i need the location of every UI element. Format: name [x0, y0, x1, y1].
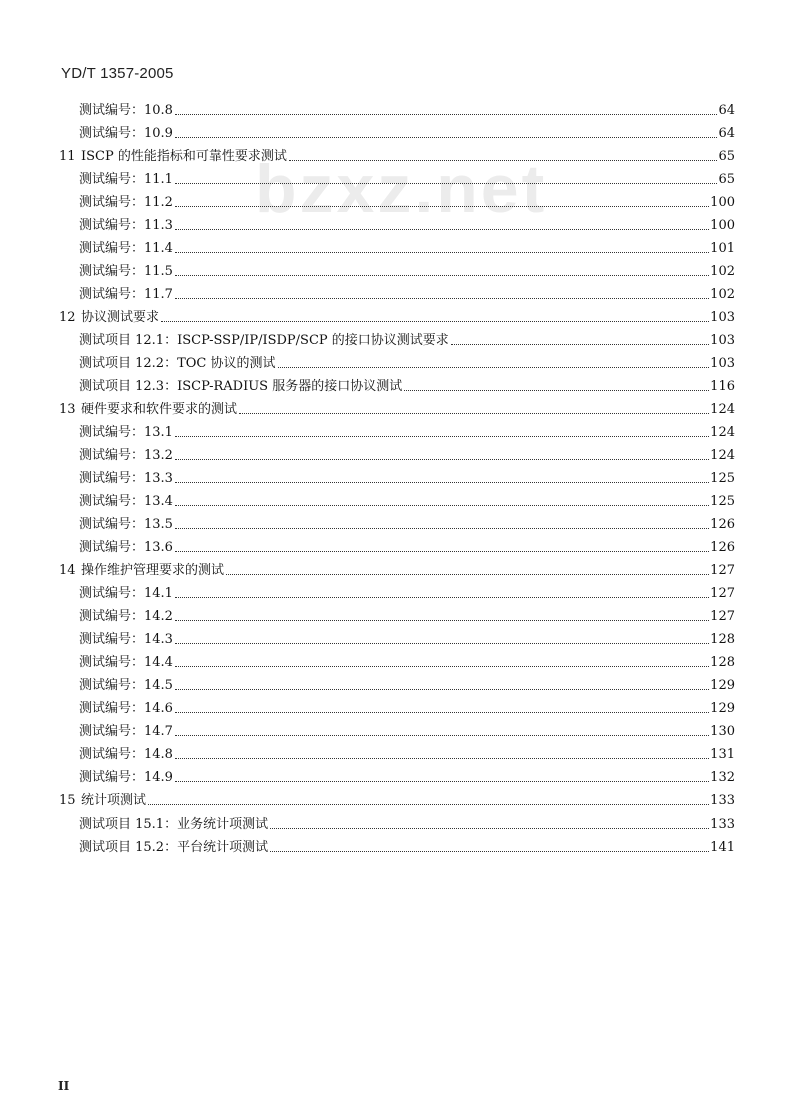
- dot-leader: [175, 735, 709, 736]
- toc-entry-title: 测试编号：13.6: [79, 540, 173, 556]
- toc-entry-page: 126: [710, 517, 735, 533]
- toc-entry-page: 102: [710, 287, 735, 303]
- dot-leader: [175, 459, 709, 460]
- toc-entry-title: 测试编号：11.2: [79, 195, 173, 211]
- toc-chapter-entry: [59, 395, 735, 418]
- toc-sub-entry: [59, 625, 735, 648]
- toc-entry-page: 125: [710, 494, 735, 510]
- toc-sub-entry: [59, 326, 735, 349]
- toc-sub-entry: [59, 119, 735, 142]
- toc-entry-title: 测试项目 15.1：业务统计项测试: [79, 816, 269, 832]
- toc-entry-title: 测试编号：14.5: [79, 678, 173, 694]
- dot-leader: [175, 643, 709, 644]
- dot-leader: [161, 321, 709, 322]
- toc-entry-title: 测试编号：11.3: [79, 218, 173, 234]
- dot-leader: [175, 712, 709, 713]
- toc-entry-title: 测试编号：11.5: [79, 264, 173, 280]
- toc-chapter-entry: [59, 556, 735, 579]
- toc-entry-page: 141: [710, 839, 735, 855]
- dot-leader: [175, 183, 718, 184]
- toc-entry-page: 124: [710, 425, 735, 441]
- toc-entry-page: 103: [710, 356, 735, 372]
- document-id-header: YD/T 1357-2005: [61, 65, 174, 82]
- toc-entry-number: 13: [59, 402, 76, 418]
- toc-entry-number: 14: [59, 563, 76, 579]
- dot-leader: [175, 620, 709, 621]
- dot-leader: [175, 137, 718, 138]
- dot-leader: [175, 666, 709, 667]
- toc-entry-title: 测试编号：10.9: [79, 126, 173, 142]
- watermark: bzxz.net: [255, 151, 548, 227]
- toc-sub-entry: [59, 809, 735, 832]
- toc-chapter-entry: [59, 786, 735, 809]
- toc-sub-entry: [59, 211, 735, 234]
- toc-entry-page: 100: [710, 218, 735, 234]
- toc-entry-title: ISCP 的性能指标和可靠性要求测试: [81, 149, 287, 165]
- toc-sub-entry: [59, 487, 735, 510]
- toc-sub-entry: [59, 257, 735, 280]
- toc-entry-title: 测试编号：13.3: [79, 471, 173, 487]
- toc-entry-page: 130: [710, 724, 735, 740]
- toc-sub-entry: [59, 671, 735, 694]
- toc-sub-entry: [59, 833, 735, 856]
- dot-leader: [175, 298, 709, 299]
- toc-entry-title: 测试编号：14.9: [79, 770, 173, 786]
- toc-entry-title: 测试项目 15.2：平台统计项测试: [79, 839, 269, 855]
- dot-leader: [175, 781, 709, 782]
- toc-entry-title: 测试编号：11.1: [79, 172, 173, 188]
- toc-entry-page: 133: [710, 793, 735, 809]
- toc-entry-title: 测试编号：14.4: [79, 655, 173, 671]
- toc-entry-page: 103: [710, 310, 735, 326]
- dot-leader: [451, 344, 709, 345]
- toc-entry-page: 125: [710, 471, 735, 487]
- toc-sub-entry: [59, 234, 735, 257]
- toc-sub-entry: [59, 441, 735, 464]
- toc-entry-page: 102: [710, 264, 735, 280]
- toc-sub-entry: [59, 464, 735, 487]
- toc-entry-title: 测试项目 12.2：TOC 协议的测试: [79, 356, 276, 372]
- toc-entry-page: 101: [710, 241, 735, 257]
- toc-sub-entry: [59, 372, 735, 395]
- toc-entry-number: 11: [59, 149, 76, 165]
- dot-leader: [278, 367, 710, 368]
- toc-entry-number: 12: [59, 310, 76, 326]
- dot-leader: [175, 229, 709, 230]
- toc-entry-page: 129: [710, 678, 735, 694]
- toc-entry-page: 127: [710, 586, 735, 602]
- dot-leader: [289, 160, 718, 161]
- toc-sub-entry: [59, 579, 735, 602]
- toc-sub-entry: [59, 602, 735, 625]
- toc-entry-title: 硬件要求和软件要求的测试: [81, 402, 238, 418]
- toc-entry-title: 测试编号：13.2: [79, 448, 173, 464]
- toc-chapter-entry: [59, 142, 735, 165]
- toc-entry-page: 124: [710, 402, 735, 418]
- toc-entry-title: 测试编号：14.1: [79, 586, 173, 602]
- toc-entry-title: 测试编号：14.7: [79, 724, 173, 740]
- toc-entry-title: 测试编号：10.8: [79, 103, 173, 119]
- toc-entry-page: 100: [710, 195, 735, 211]
- dot-leader: [175, 689, 709, 690]
- toc-entry-page: 133: [710, 816, 735, 832]
- toc-sub-entry: [59, 694, 735, 717]
- dot-leader: [239, 413, 709, 414]
- toc-sub-entry: [59, 648, 735, 671]
- toc-entry-title: 测试编号：11.4: [79, 241, 173, 257]
- dot-leader: [175, 436, 709, 437]
- toc-entry-page: 127: [710, 609, 735, 625]
- toc-entry-title: 测试编号：13.4: [79, 494, 173, 510]
- toc-entry-page: 129: [710, 701, 735, 717]
- dot-leader: [175, 758, 709, 759]
- toc-entry-title: 测试编号：14.2: [79, 609, 173, 625]
- toc-entry-title: 测试编号：13.5: [79, 517, 173, 533]
- toc-sub-entry: [59, 418, 735, 441]
- dot-leader: [175, 482, 709, 483]
- toc-entry-page: 65: [718, 172, 735, 188]
- toc-entry-title: 测试编号：14.3: [79, 632, 173, 648]
- toc-entry-title: 测试编号：14.8: [79, 747, 173, 763]
- toc-sub-entry: [59, 280, 735, 303]
- toc-entry-page: 128: [710, 655, 735, 671]
- dot-leader: [270, 828, 709, 829]
- toc-entry-page: 128: [710, 632, 735, 648]
- dot-leader: [175, 114, 718, 115]
- toc-entry-page: 64: [718, 126, 735, 142]
- toc-entry-page: 132: [710, 770, 735, 786]
- toc-sub-entry: [59, 717, 735, 740]
- dot-leader: [175, 505, 709, 506]
- dot-leader: [270, 851, 709, 852]
- toc-entry-title: 测试项目 12.1：ISCP-SSP/IP/ISDP/SCP 的接口协议测试要求: [79, 333, 449, 349]
- toc-entry-title: 测试编号：11.7: [79, 287, 173, 303]
- toc-entry-page: 116: [710, 379, 735, 395]
- toc-entry-title: 统计项测试: [81, 793, 147, 809]
- dot-leader: [226, 574, 709, 575]
- toc-sub-entry: [59, 165, 735, 188]
- toc-sub-entry: [59, 349, 735, 372]
- toc-entry-title: 测试编号：13.1: [79, 425, 173, 441]
- dot-leader: [175, 528, 709, 529]
- page-number-footer: II: [58, 1079, 70, 1093]
- toc-entry-page: 126: [710, 540, 735, 556]
- dot-leader: [175, 252, 709, 253]
- toc-entry-page: 131: [710, 747, 735, 763]
- dot-leader: [175, 206, 709, 207]
- toc-entry-title: 操作维护管理要求的测试: [81, 563, 225, 579]
- table-of-contents: [59, 96, 735, 856]
- toc-entry-title: 测试编号：14.6: [79, 701, 173, 717]
- dot-leader: [175, 597, 709, 598]
- toc-entry-page: 103: [710, 333, 735, 349]
- dot-leader: [175, 551, 709, 552]
- toc-entry-title: 测试项目 12.3：ISCP-RADIUS 服务器的接口协议测试: [79, 379, 403, 395]
- toc-entry-number: 15: [59, 793, 76, 809]
- dot-leader: [404, 390, 709, 391]
- toc-sub-entry: [59, 96, 735, 119]
- toc-entry-page: 124: [710, 448, 735, 464]
- toc-entry-page: 127: [710, 563, 735, 579]
- dot-leader: [175, 275, 709, 276]
- toc-sub-entry: [59, 510, 735, 533]
- toc-sub-entry: [59, 188, 735, 211]
- toc-sub-entry: [59, 533, 735, 556]
- toc-sub-entry: [59, 763, 735, 786]
- toc-entry-title: 协议测试要求: [81, 310, 160, 326]
- dot-leader: [148, 804, 709, 805]
- toc-sub-entry: [59, 740, 735, 763]
- toc-chapter-entry: [59, 303, 735, 326]
- toc-entry-page: 64: [718, 103, 735, 119]
- toc-entry-page: 65: [718, 149, 735, 165]
